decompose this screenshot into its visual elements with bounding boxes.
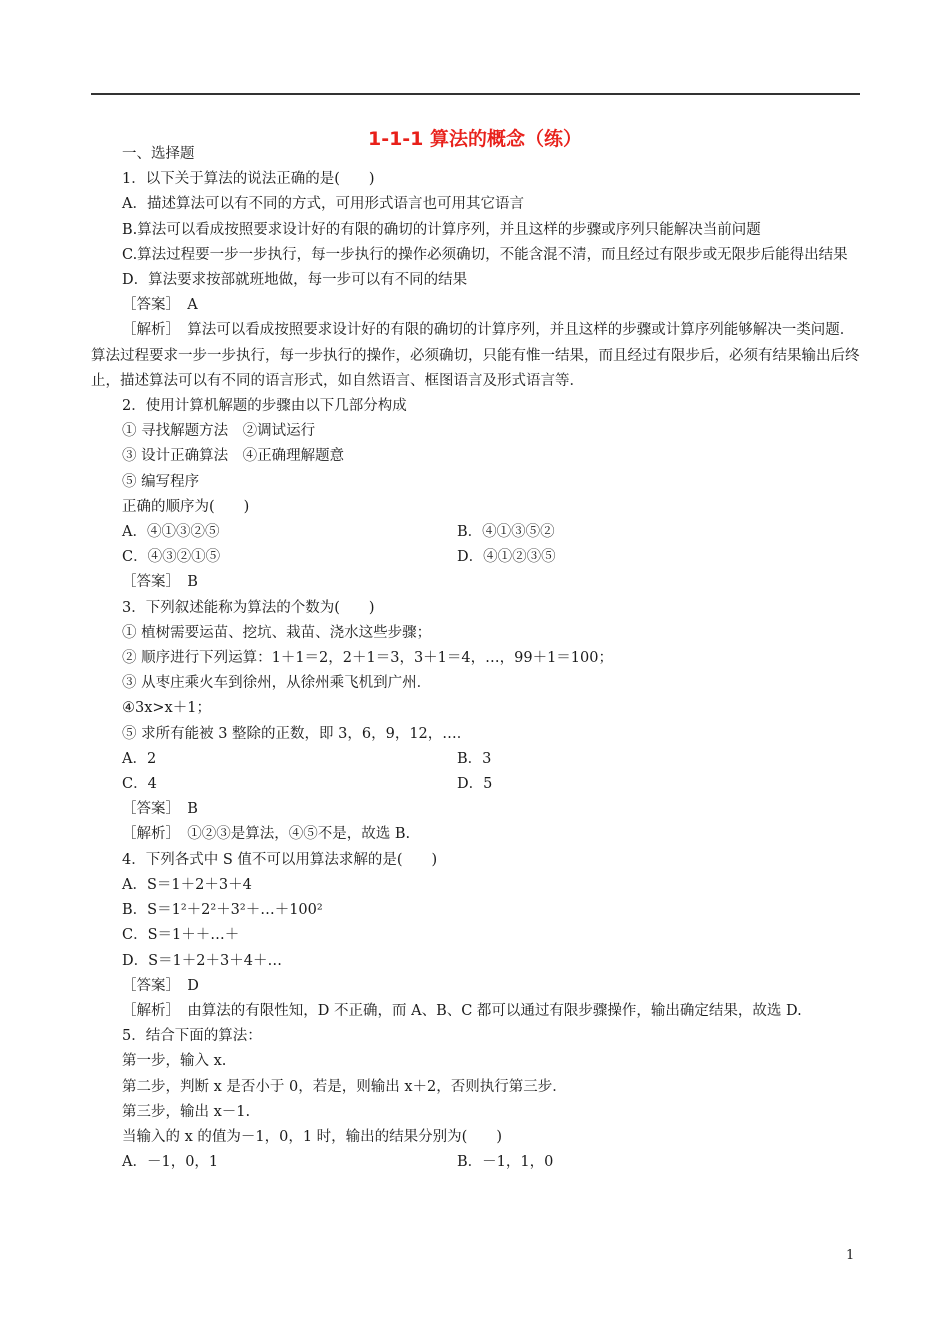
q3-item: ② 顺序进行下列运算：1＋1＝2，2＋1＝3，3＋1＝4，…，99＋1＝100； (122, 650, 613, 667)
q4-option-b: B．S＝1²＋2²＋3²＋…＋100² (122, 902, 323, 919)
q5-option-a: A．－1，0，1 (122, 1154, 219, 1171)
q4-option-c: C．S＝1＋＋…＋ (122, 927, 240, 944)
q3-option-b: B．3 (457, 750, 492, 767)
q1-option-a: A．描述算法可以有不同的方式，可用形式语言也可用其它语言 (122, 196, 524, 213)
q3-item: ③ 从枣庄乘火车到徐州，从徐州乘飞机到广州． (122, 675, 432, 692)
question-5: 5．结合下面的算法： (122, 1028, 262, 1045)
q5-option-b: B．－1，1，0 (457, 1154, 554, 1171)
q2-prompt: 正确的顺序为( ) (122, 498, 250, 515)
q2-option-a: A．④①③②⑤ (122, 524, 220, 541)
q5-step: 第一步，输入 x. (122, 1053, 227, 1070)
document-body (91, 142, 861, 1175)
q5-step: 第二步，判断 x 是否小于 0，若是，则输出 x＋2，否则执行第三步． (122, 1078, 567, 1095)
q2-item: ③ 设计正确算法 ④正确理解题意 (122, 448, 345, 465)
q5-prompt: 当输入的 x 的值为－1，0，1 时，输出的结果分别为( ) (122, 1128, 502, 1145)
q3-item: ⑤ 求所有能被 3 整除的正数，即 3，6，9，12，…． (122, 725, 472, 742)
q3-analysis: ［解析］ ①②③是算法，④⑤不是，故选 B. (122, 826, 411, 843)
q3-options-row (91, 772, 861, 797)
question-3: 3．下列叙述能称为算法的个数为( ) (122, 599, 375, 616)
header-rule (91, 93, 860, 95)
q1-analysis: ［解析］ 算法可以看成按照要求设计好的有限的确切的计算序列，并且这样的步骤或计算序列能够解决一类问题．算法过程要求一步一步执行，每一步执行的操作，必须确切，只能有惟一结果，而且经过有限步后，必须有结果输出后终止，描述算法可以有不同的语言形式，如自然语言、框图语言及形式语言等． (91, 322, 860, 389)
question-1: 1．以下关于算法的说法正确的是( ) (122, 171, 375, 188)
page-number: 1 (846, 1248, 855, 1263)
q1-option-d: D．算法要求按部就班地做，每一步可以有不同的结果 (122, 272, 468, 289)
q2-option-d: D．④①②③⑤ (457, 549, 556, 566)
q2-option-b: B．④①③⑤② (457, 524, 555, 541)
question-4: 4．下列各式中 S 值不可以用算法求解的是( ) (122, 851, 438, 868)
q3-option-a: A．2 (122, 750, 157, 767)
q4-answer: ［答案］ D (122, 977, 199, 994)
page-title: 1-1-1 算法的概念（练） (367, 128, 583, 150)
q2-option-c: C．④③②①⑤ (122, 549, 221, 566)
question-2: 2．使用计算机解题的步骤由以下几部分构成 (122, 398, 407, 415)
q1-option-b: B.算法可以看成按照要求设计好的有限的确切的计算序列，并且这样的步骤或序列只能解决当前问题 (122, 221, 761, 238)
q4-option-d: D．S＝1＋2＋3＋4＋… (122, 952, 282, 969)
q2-item: ① 寻找解题方法 ②调试运行 (122, 423, 316, 440)
q1-option-c: C.算法过程要一步一步执行，每一步执行的操作必须确切，不能含混不清，而且经过有限步或无限步后能得出结果 (122, 246, 848, 263)
q3-option-d: D．5 (457, 776, 493, 793)
q1-answer: ［答案］ A (122, 297, 198, 314)
q2-options-row (91, 520, 861, 545)
q3-option-c: C．4 (122, 776, 157, 793)
q3-answer: ［答案］ B (122, 801, 198, 818)
q2-options-row (91, 545, 861, 570)
q5-options-row (91, 1150, 861, 1175)
q5-step: 第三步，输出 x－1. (122, 1103, 251, 1120)
q2-item: ⑤ 编写程序 (122, 473, 200, 490)
q4-analysis: ［解析］ 由算法的有限性知，D 不正确，而 A、B、C 都可以通过有限步骤操作，输出确定结果，故选 D. (122, 1002, 802, 1019)
q2-answer: ［答案］ B (122, 574, 198, 591)
q4-option-a: A．S＝1＋2＋3＋4 (122, 876, 252, 893)
section-heading: 一、选择题 (122, 146, 195, 162)
q3-item: ① 植树需要运苗、挖坑、栽苗、浇水这些步骤； (122, 624, 432, 641)
q3-options-row (91, 747, 861, 772)
q3-item: ④3x>x＋1； (122, 700, 211, 717)
